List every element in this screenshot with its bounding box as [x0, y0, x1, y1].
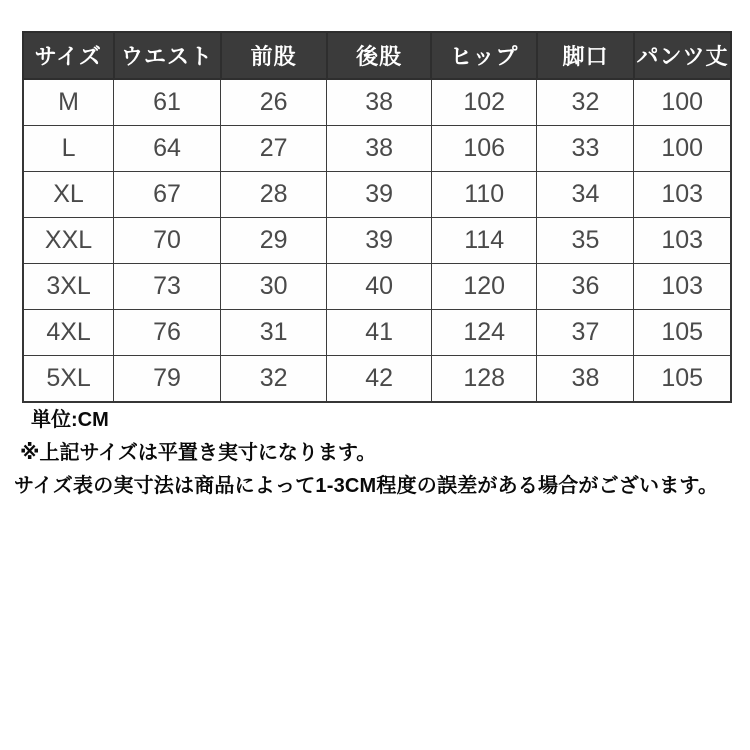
table-header-hip: ヒップ: [431, 32, 536, 79]
table-cell: 31: [221, 310, 327, 356]
table-cell: 124: [431, 310, 536, 356]
table-header-pants-length: パンツ丈: [634, 32, 731, 79]
size-label-cell: XL: [23, 172, 114, 218]
table-row-xxl: [23, 218, 731, 264]
table-cell: 114: [431, 218, 536, 264]
size-label-cell: 4XL: [23, 310, 114, 356]
size-label-cell: 3XL: [23, 264, 114, 310]
table-cell: 100: [634, 126, 731, 172]
table-cell: 33: [537, 126, 634, 172]
table-cell: 103: [634, 172, 731, 218]
table-cell: 61: [114, 79, 221, 126]
table-row-xl: [23, 172, 731, 218]
table-cell: 42: [327, 356, 432, 403]
table-cell: 29: [221, 218, 327, 264]
size-label-cell: M: [23, 79, 114, 126]
table-row-m: [23, 79, 731, 126]
unit-note: 単位:CM: [31, 409, 109, 431]
table-cell: 103: [634, 264, 731, 310]
table-cell: 41: [327, 310, 432, 356]
table-cell: 27: [221, 126, 327, 172]
table-cell: 28: [221, 172, 327, 218]
table-cell: 34: [537, 172, 634, 218]
table-cell: 128: [431, 356, 536, 403]
table-cell: 36: [537, 264, 634, 310]
table-cell: 38: [327, 126, 432, 172]
table-cell: 67: [114, 172, 221, 218]
table-row-l: [23, 126, 731, 172]
table-cell: 100: [634, 79, 731, 126]
size-label-cell: 5XL: [23, 356, 114, 403]
size-label-cell: XXL: [23, 218, 114, 264]
table-header-back-rise: 後股: [327, 32, 432, 79]
table-cell: 38: [537, 356, 634, 403]
table-cell: 39: [327, 172, 432, 218]
table-cell: 110: [431, 172, 536, 218]
table-cell: 40: [327, 264, 432, 310]
table-cell: 32: [537, 79, 634, 126]
table-cell: 79: [114, 356, 221, 403]
table-cell: 38: [327, 79, 432, 126]
table-cell: 64: [114, 126, 221, 172]
table-cell: 37: [537, 310, 634, 356]
notes-section: [0, 408, 750, 507]
table-cell: 105: [634, 356, 731, 403]
table-cell: 26: [221, 79, 327, 126]
table-row-4xl: [23, 310, 731, 356]
table-cell: 39: [327, 218, 432, 264]
size-chart-table: [22, 31, 732, 403]
table-header-size: サイズ: [23, 32, 114, 79]
table-header-leg-opening: 脚口: [537, 32, 634, 79]
table-header-waist: ウエスト: [114, 32, 221, 79]
table-cell: 32: [221, 356, 327, 403]
note-line-1: ※上記サイズは平置き実寸になります。: [20, 442, 377, 464]
table-row-5xl: [23, 356, 731, 403]
table-header-front-rise: 前股: [221, 32, 327, 79]
table-cell: 30: [221, 264, 327, 310]
table-cell: 120: [431, 264, 536, 310]
table-header-row: [23, 32, 731, 79]
size-label-cell: L: [23, 126, 114, 172]
table-cell: 106: [431, 126, 536, 172]
note-line-2: サイズ表の実寸法は商品によって1-3CM程度の誤差がある場合がございます。: [14, 475, 719, 497]
table-cell: 103: [634, 218, 731, 264]
table-cell: 76: [114, 310, 221, 356]
table-cell: 102: [431, 79, 536, 126]
table-cell: 73: [114, 264, 221, 310]
table-cell: 70: [114, 218, 221, 264]
table-cell: 35: [537, 218, 634, 264]
table-row-3xl: [23, 264, 731, 310]
table-cell: 105: [634, 310, 731, 356]
